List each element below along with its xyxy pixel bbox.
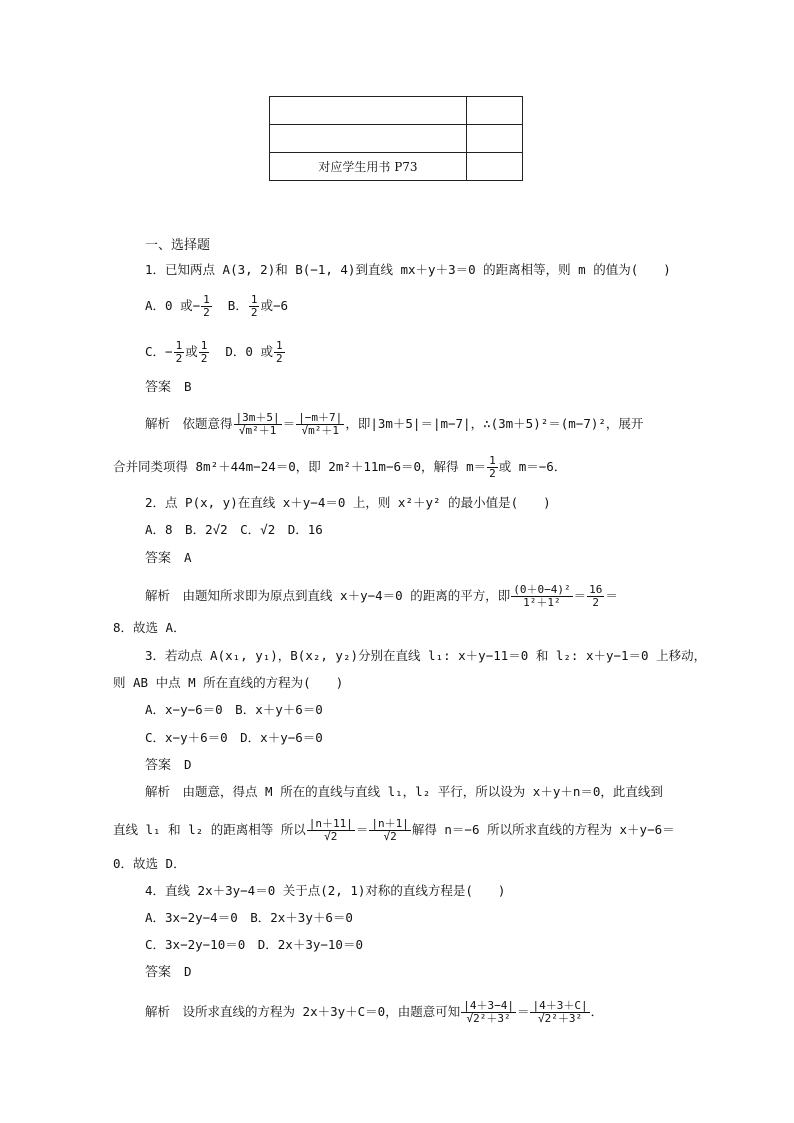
analysis-text: 解得 n＝−6 所以所求直线的方程为 x＋y−6＝ <box>411 822 675 837</box>
fraction-denominator: 2 <box>250 306 258 319</box>
fraction <box>461 1000 516 1025</box>
option-a-text: A．0 或− <box>145 298 201 313</box>
question-4-options-ab: A．3x−2y−4＝0 B．2x＋3y＋6＝0 <box>145 910 353 925</box>
fraction-numerator: 16 <box>589 583 603 596</box>
header-cell <box>467 125 523 153</box>
question-3-options-cd: C．x−y＋6＝0 D．x＋y−6＝0 <box>145 730 323 745</box>
analysis-text: ，即|3m＋5|＝|m−7|，∴(3m＋5)²＝(m−7)²，展开 <box>345 416 644 431</box>
fraction <box>234 412 282 437</box>
fraction <box>530 1000 589 1025</box>
question-1-answer <box>145 379 192 396</box>
fraction <box>587 584 604 609</box>
header-table <box>269 96 523 181</box>
fraction-denominator: 2 <box>175 352 183 365</box>
analysis-label: 解析 <box>145 1004 171 1019</box>
fraction-numerator: 1 <box>175 339 183 352</box>
fraction-half <box>201 294 212 319</box>
question-1-analysis-line-2 <box>113 455 566 480</box>
header-cell <box>270 125 467 153</box>
fraction-denominator: 1²＋1² <box>523 596 561 609</box>
option-d-text: D．0 或 <box>225 344 273 359</box>
question-2-analysis-line-1 <box>145 584 618 609</box>
equals-sign: ＝ <box>573 588 587 603</box>
header-cell <box>270 97 467 125</box>
option-b-text: B． <box>227 298 248 313</box>
fraction-denominator: √m²＋1 <box>238 424 277 437</box>
fraction-half <box>199 340 210 365</box>
fraction-numerator: 1 <box>200 339 208 352</box>
fraction-denominator: 2 <box>489 467 496 480</box>
fraction-half <box>274 340 285 365</box>
fraction-numerator: |4＋3−4| <box>463 999 514 1012</box>
question-1-options-cd <box>145 340 286 365</box>
analysis-text: 由题知所求即为原点到直线 x＋y−4＝0 的距离的平方，即 <box>182 588 511 603</box>
option-c-mid: 或 <box>185 344 198 359</box>
analysis-label: 解析 <box>145 784 171 799</box>
analysis-text: 或 m＝−6． <box>498 459 567 474</box>
question-3-options-ab: A．x−y−6＝0 B．x＋y＋6＝0 <box>145 702 323 717</box>
fraction-denominator: 2 <box>275 352 283 365</box>
answer-label: 答案 <box>145 758 172 773</box>
analysis-text: 由题意，得点 M 所在的直线与直线 l₁，l₂ 平行，所以设为 x＋y＋n＝0，此直线到 <box>182 784 663 799</box>
fraction-numerator: |n＋11| <box>308 817 353 830</box>
answer-value: D <box>184 757 192 772</box>
fraction-denominator: 2 <box>592 596 600 609</box>
question-4-stem: 4．直线 2x＋3y−4＝0 关于点(2, 1)对称的直线方程是( ) <box>145 883 506 898</box>
analysis-text: 直线 l₁ 和 l₂ 的距离相等 所以 <box>113 822 306 837</box>
option-b-suffix: 或−6 <box>260 298 289 313</box>
fraction-denominator: 2 <box>203 306 210 319</box>
question-3-stem-line-1: 3．若动点 A(x₁, y₁)，B(x₂, y₂)分别在直线 l₁: x＋y−11＝0 和 l₂: x＋y−1＝0 上移动， <box>145 648 707 663</box>
answer-label: 答案 <box>145 380 172 395</box>
equals-sign: ＝ <box>605 588 618 603</box>
question-3-answer <box>145 757 192 774</box>
fraction-denominator: √2²＋3² <box>537 1012 583 1025</box>
analysis-text: 依题意得 <box>182 416 233 431</box>
period: ． <box>590 1004 604 1019</box>
fraction-numerator: |−m＋7| <box>298 411 343 424</box>
question-4-analysis-line-1 <box>145 1000 603 1025</box>
analysis-text: 合并同类项得 8m²＋44m−24＝0，即 2m²＋11m−6＝0，解得 m＝ <box>113 459 487 474</box>
fraction-numerator: 1 <box>489 454 496 467</box>
question-3-analysis-line-3: 0．故选 D． <box>113 856 186 871</box>
answer-label: 答案 <box>145 551 172 566</box>
fraction <box>296 412 344 437</box>
question-1-options-ab <box>145 294 288 319</box>
analysis-text: 设所求直线的方程为 2x＋3y＋C＝0，由题意可知 <box>182 1004 461 1019</box>
fraction <box>307 818 355 843</box>
equals-sign: ＝ <box>355 822 369 837</box>
analysis-label: 解析 <box>145 588 171 603</box>
question-2-answer <box>145 550 192 567</box>
question-1-analysis-line-1 <box>145 412 643 437</box>
fraction-half <box>174 340 185 365</box>
question-4-options-cd: C．3x−2y−10＝0 D．2x＋3y−10＝0 <box>145 937 363 952</box>
fraction-numerator: 1 <box>250 293 258 306</box>
fraction-half <box>249 294 260 319</box>
question-3-analysis-line-2 <box>113 818 675 843</box>
question-1-stem: 1．已知两点 A(3, 2)和 B(−1, 4)到直线 mx＋y＋3＝0 的距离相等，则 m 的值为( ) <box>145 262 671 277</box>
header-cell <box>467 97 523 125</box>
fraction-half <box>487 455 498 480</box>
fraction-denominator: 2 <box>200 352 208 365</box>
fraction-numerator: (0＋0−4)² <box>513 583 571 596</box>
answer-label: 答案 <box>145 965 172 980</box>
analysis-label: 解析 <box>145 416 171 431</box>
option-c-text: C．− <box>145 344 173 359</box>
fraction-denominator: √m²＋1 <box>301 424 339 437</box>
question-3-analysis-line-1 <box>145 784 663 800</box>
answer-value: A <box>184 550 192 565</box>
fraction <box>369 818 411 843</box>
section-title: 一、选择题 <box>145 238 211 253</box>
question-2-options: A．8 B．2√2 C．√2 D．16 <box>145 522 323 537</box>
fraction <box>511 584 572 609</box>
fraction-denominator: √2 <box>383 830 397 843</box>
answer-value: B <box>184 379 192 394</box>
fraction-denominator: √2²＋3² <box>466 1012 511 1025</box>
fraction-numerator: |4＋3＋C| <box>532 999 588 1012</box>
fraction-denominator: √2 <box>324 830 338 843</box>
question-2-stem: 2．点 P(x, y)在直线 x＋y−4＝0 上，则 x²＋y² 的最小值是( ) <box>145 495 551 510</box>
question-2-analysis-line-2: 8．故选 A． <box>113 620 186 635</box>
book-reference: 对应学生用书 P73 <box>270 153 467 181</box>
header-cell <box>467 153 523 181</box>
fraction-numerator: 1 <box>203 293 210 306</box>
fraction-numerator: 1 <box>275 339 283 352</box>
question-3-stem-line-2: 则 AB 中点 M 所在直线的方程为( ) <box>113 675 344 690</box>
fraction-numerator: |n＋1| <box>371 817 409 830</box>
equals-sign: ＝ <box>516 1004 530 1019</box>
question-4-answer <box>145 964 192 981</box>
answer-value: D <box>184 964 192 979</box>
fraction-numerator: |3m＋5| <box>235 411 280 424</box>
equals-sign: ＝ <box>282 416 296 431</box>
